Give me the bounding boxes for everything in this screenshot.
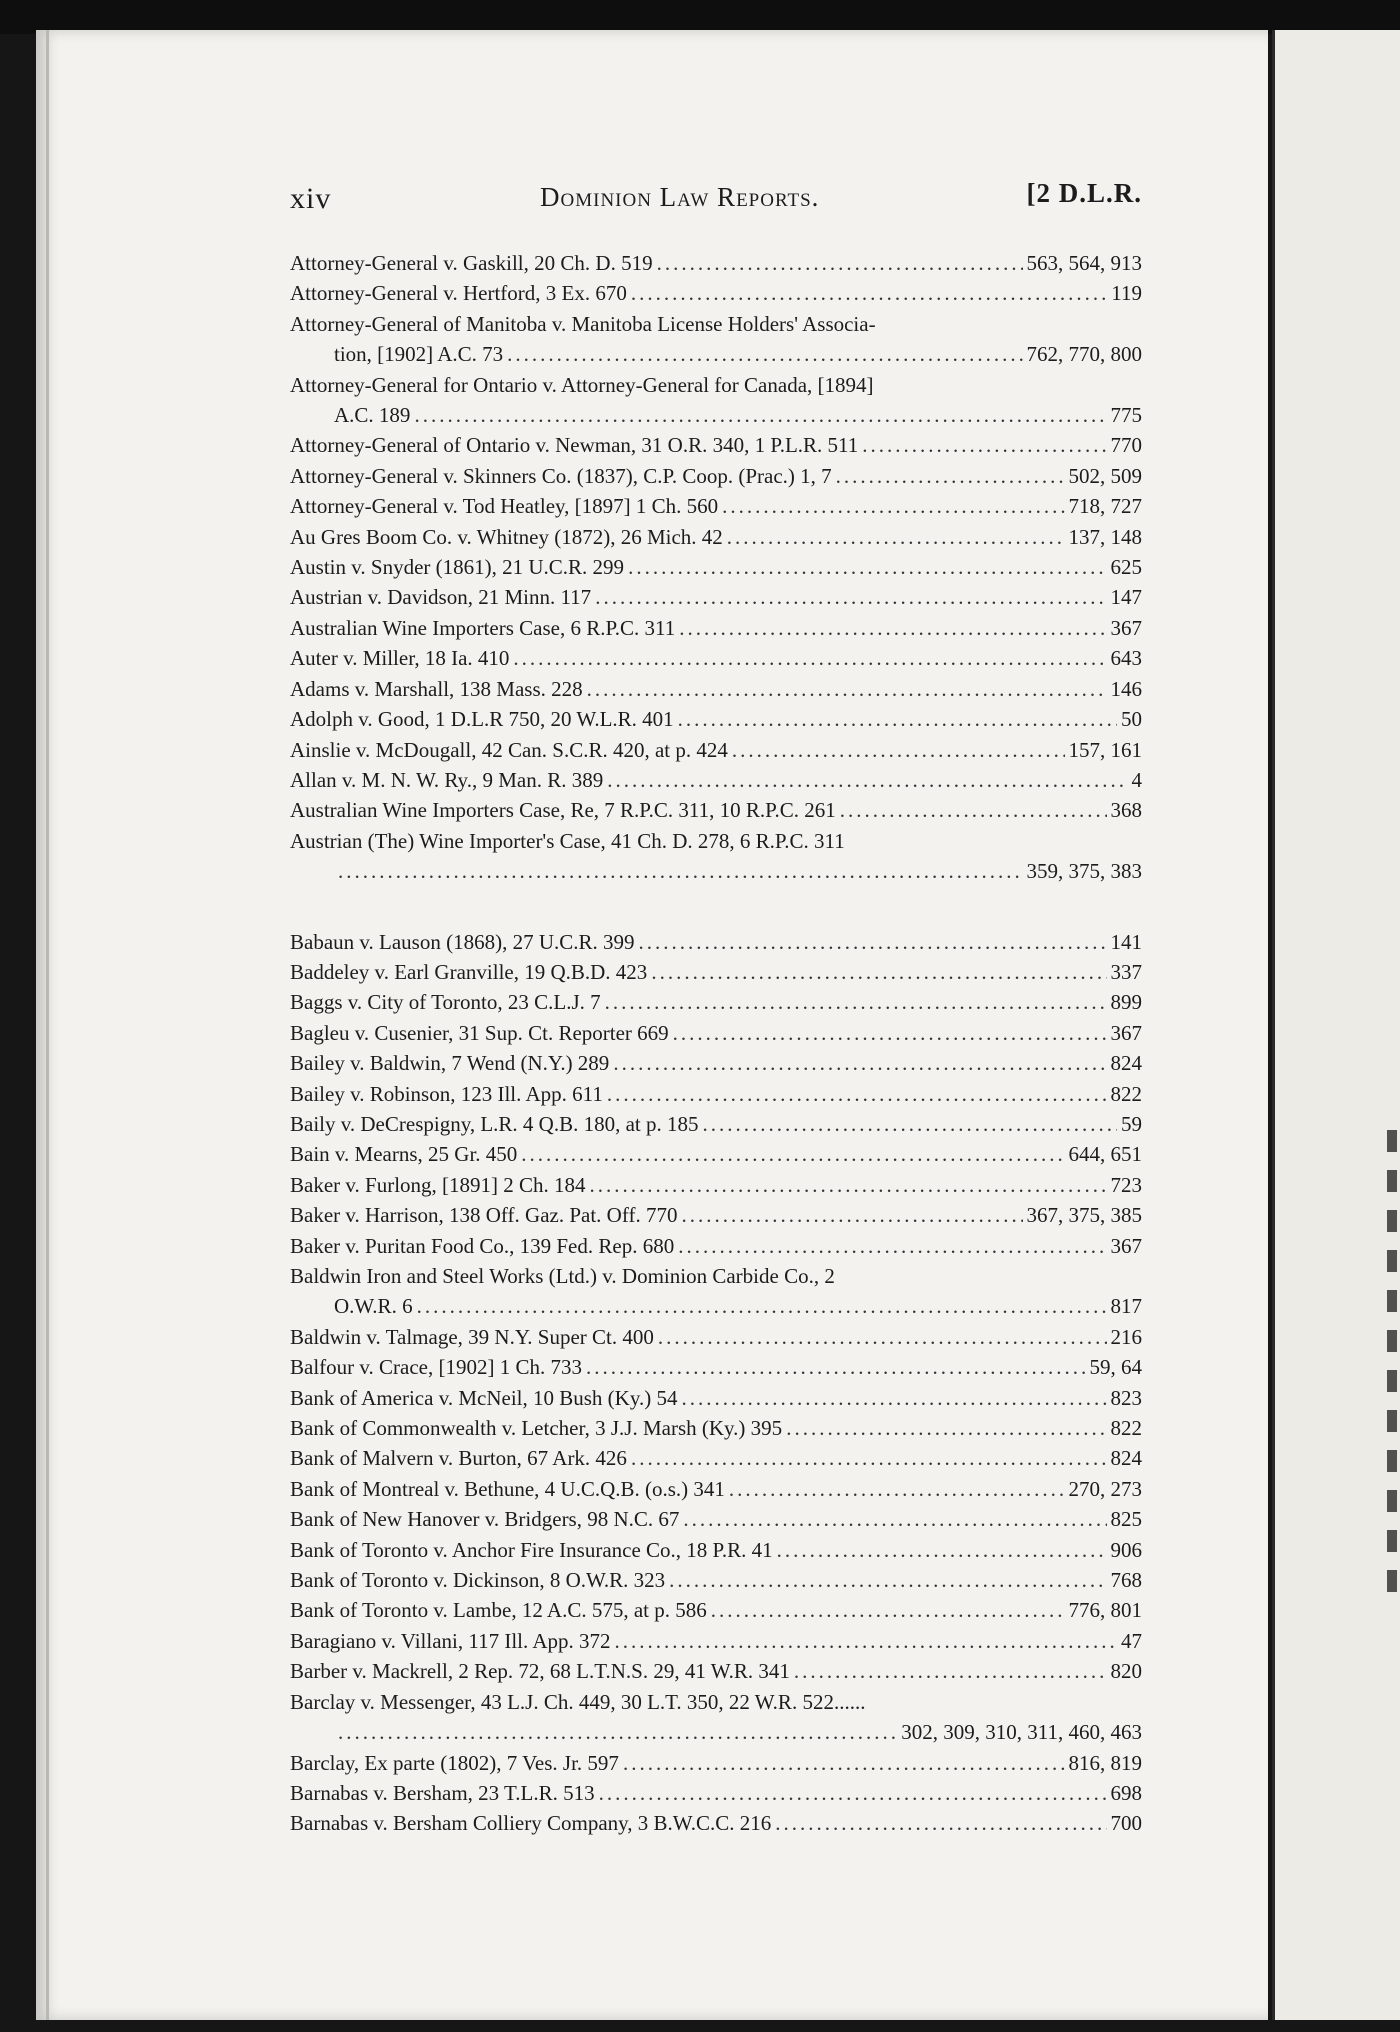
case-row: [290, 957, 1142, 987]
dot-leader: [711, 1595, 1065, 1625]
case-citation: Baddeley v. Earl Granville, 19 Q.B.D. 423: [290, 959, 648, 984]
case-citation: O.W.R. 6: [334, 1294, 413, 1319]
case-entry: [290, 1474, 1142, 1504]
case-row: [290, 1535, 1142, 1565]
case-citation-first-line: Attorney-General for Ontario v. Attorney-General for Canada, [1894]: [290, 372, 874, 397]
case-row: [290, 613, 1142, 643]
case-citation: Barber v. Mackrell, 2 Rep. 72, 68 L.T.N.S. 29, 41 W.R. 341: [290, 1659, 790, 1684]
case-entry: [290, 1018, 1142, 1048]
page-references: 50: [1121, 707, 1142, 732]
case-entry: [290, 552, 1142, 582]
case-entry: [290, 795, 1142, 825]
case-row: [290, 1048, 1142, 1078]
case-row: [290, 1748, 1142, 1778]
case-citation: Babaun v. Lauson (1868), 27 U.C.R. 399: [290, 929, 635, 954]
case-entry: [290, 1261, 1142, 1322]
page-references: 824: [1110, 1051, 1142, 1076]
case-entry: [290, 1109, 1142, 1139]
dot-leader: [631, 1443, 1107, 1473]
dot-leader: [605, 987, 1107, 1017]
case-row: [290, 1291, 1142, 1321]
dot-leader: [595, 582, 1106, 612]
case-entry: [290, 1535, 1142, 1565]
page-references: 825: [1110, 1507, 1142, 1532]
case-row: [290, 856, 1142, 886]
case-entry: [290, 1170, 1142, 1200]
case-row: [290, 1139, 1142, 1169]
dot-leader: [775, 1808, 1106, 1838]
case-entry: [290, 309, 1142, 370]
case-entry: [290, 674, 1142, 704]
page-references: 899: [1110, 990, 1142, 1015]
dot-leader: [681, 1200, 1022, 1230]
case-citation: tion, [1902] A.C. 73: [334, 342, 504, 367]
dot-leader: [683, 1504, 1106, 1534]
dot-leader: [862, 430, 1106, 460]
page-references: 768: [1110, 1568, 1142, 1593]
case-entry: [290, 1443, 1142, 1473]
case-citation: Baily v. DeCrespigny, L.R. 4 Q.B. 180, at p. 185: [290, 1111, 699, 1136]
page-references: 337: [1110, 959, 1142, 984]
case-row: [290, 582, 1142, 612]
dot-leader: [678, 704, 1117, 734]
section-a-entries: [290, 248, 1142, 887]
case-entry: [290, 1778, 1142, 1808]
page-references: 359, 375, 383: [1026, 859, 1142, 884]
case-entry: [290, 1748, 1142, 1778]
case-citation: Auter v. Miller, 18 Ia. 410: [290, 646, 510, 671]
case-citation: Adams v. Marshall, 138 Mass. 228: [290, 676, 583, 701]
page-references: 776, 801: [1068, 1598, 1142, 1623]
page-references: 119: [1111, 281, 1142, 306]
page-references: 643: [1110, 646, 1142, 671]
case-entry: [290, 613, 1142, 643]
dot-leader: [836, 461, 1065, 491]
dot-leader: [732, 735, 1065, 765]
page-references: 820: [1110, 1659, 1142, 1684]
case-citation: Australian Wine Importers Case, 6 R.P.C. 311: [290, 615, 676, 640]
case-row: [290, 461, 1142, 491]
case-entry: [290, 987, 1142, 1017]
section-b-entries: [290, 927, 1142, 1839]
case-citation: Baker v. Puritan Food Co., 139 Fed. Rep. 680: [290, 1233, 675, 1258]
page-references: 367: [1110, 615, 1142, 640]
case-entry: [290, 1626, 1142, 1656]
case-citation: Baker v. Harrison, 138 Off. Gaz. Pat. Off. 770: [290, 1203, 678, 1228]
case-row: [290, 1109, 1142, 1139]
case-citation-first-line: Baldwin Iron and Steel Works (Ltd.) v. Dominion Carbide Co., 2: [290, 1264, 835, 1288]
case-row: [290, 795, 1142, 825]
case-row: [290, 1018, 1142, 1048]
case-citation: Bank of Toronto v. Anchor Fire Insurance Co., 18 P.R. 41: [290, 1537, 773, 1562]
case-row: [290, 1413, 1142, 1443]
dot-leader: [673, 1018, 1107, 1048]
page-references: 4: [1131, 767, 1142, 792]
dot-leader: [414, 400, 1106, 430]
case-citation: Baggs v. City of Toronto, 23 C.L.J. 7: [290, 990, 601, 1015]
dot-leader: [507, 339, 1022, 369]
case-entry: [290, 278, 1142, 308]
dot-leader: [587, 674, 1107, 704]
page-header: [290, 178, 1142, 218]
page-references: 59: [1121, 1111, 1142, 1136]
case-entry: [290, 1048, 1142, 1078]
case-entry: [290, 704, 1142, 734]
case-row: [290, 1322, 1142, 1352]
case-row: [290, 491, 1142, 521]
case-citation-first-line: Attorney-General of Manitoba v. Manitoba License Holders' Associa-: [290, 311, 876, 336]
case-row: [290, 1808, 1142, 1838]
case-entry: [290, 491, 1142, 521]
running-title: Dominion Law Reports.: [540, 182, 820, 212]
case-row: [290, 1231, 1142, 1261]
case-citation: Attorney-General of Ontario v. Newman, 31 O.R. 340, 1 P.L.R. 511: [290, 433, 859, 458]
page-references: 625: [1110, 555, 1142, 580]
case-citation: Bain v. Mearns, 25 Gr. 450: [290, 1142, 518, 1167]
case-citation: Australian Wine Importers Case, Re, 7 R.P.C. 311, 10 R.P.C. 261: [290, 798, 836, 823]
case-row: [290, 643, 1142, 673]
case-citation: Attorney-General v. Skinners Co. (1837), C.P. Coop. (Prac.) 1, 7: [290, 463, 832, 488]
case-entry: [290, 927, 1142, 957]
dot-leader: [586, 1352, 1086, 1382]
dot-leader: [840, 795, 1107, 825]
dot-leader: [703, 1109, 1118, 1139]
case-citation: Austrian v. Davidson, 21 Minn. 117: [290, 585, 592, 610]
dot-leader: [669, 1565, 1106, 1595]
dot-leader: [607, 1079, 1107, 1109]
case-entry: [290, 1808, 1142, 1838]
case-entry: [290, 1139, 1142, 1169]
dot-leader: [657, 248, 1023, 278]
dot-leader: [722, 491, 1064, 521]
case-entry: [290, 370, 1142, 431]
case-entry: [290, 430, 1142, 460]
dot-leader: [338, 1717, 897, 1747]
case-row: [290, 248, 1142, 278]
case-citation: Bank of Toronto v. Lambe, 12 A.C. 575, at p. 586: [290, 1598, 707, 1623]
case-entry: [290, 1656, 1142, 1686]
page-references: 502, 509: [1068, 463, 1142, 488]
case-row: [290, 1504, 1142, 1534]
case-row: [290, 1565, 1142, 1595]
case-entry: [290, 248, 1142, 278]
page-references: 302, 309, 310, 311, 460, 463: [901, 1720, 1142, 1745]
page-references: 762, 770, 800: [1026, 342, 1142, 367]
case-entry: [290, 826, 1142, 887]
dot-leader: [513, 643, 1106, 673]
case-entry: [290, 1079, 1142, 1109]
case-row: [290, 339, 1142, 369]
case-entry: [290, 1352, 1142, 1382]
dot-leader: [727, 522, 1065, 552]
page-references: 822: [1110, 1416, 1142, 1441]
case-citation: Au Gres Boom Co. v. Whitney (1872), 26 Mich. 42: [290, 524, 723, 549]
page-references: 700: [1110, 1811, 1142, 1836]
case-citation: Adolph v. Good, 1 D.L.R 750, 20 W.L.R. 401: [290, 707, 674, 732]
page-references: 367: [1110, 1233, 1142, 1258]
case-row: [290, 674, 1142, 704]
case-entry: [290, 1383, 1142, 1413]
case-row: [290, 1717, 1142, 1747]
dot-leader: [651, 957, 1106, 987]
page-references: 718, 727: [1068, 494, 1142, 519]
dot-leader: [599, 1778, 1107, 1808]
case-entry: [290, 643, 1142, 673]
case-citation: Barclay, Ex parte (1802), 7 Ves. Jr. 597: [290, 1750, 619, 1775]
case-row: [290, 704, 1142, 734]
page-references: 368: [1110, 798, 1142, 823]
facing-page-edge: [1272, 30, 1400, 2020]
dot-leader: [729, 1474, 1065, 1504]
case-row: [290, 927, 1142, 957]
case-entry: [290, 765, 1142, 795]
case-citation: Bank of New Hanover v. Bridgers, 98 N.C. 67: [290, 1507, 680, 1532]
case-entry: [290, 582, 1142, 612]
page-references: 137, 148: [1068, 524, 1142, 549]
page-references: 157, 161: [1068, 737, 1142, 762]
case-citation: Bank of Montreal v. Bethune, 4 U.C.Q.B. (o.s.) 341: [290, 1476, 725, 1501]
dot-leader: [607, 765, 1127, 795]
dot-leader: [590, 1170, 1107, 1200]
case-row: [290, 430, 1142, 460]
case-row: [290, 1778, 1142, 1808]
dot-leader: [794, 1656, 1107, 1686]
page-references: 216: [1110, 1324, 1142, 1349]
case-entry: [290, 1504, 1142, 1534]
section-gap: [290, 887, 1142, 927]
case-row: [290, 1595, 1142, 1625]
case-row: [290, 1170, 1142, 1200]
case-citation: Attorney-General v. Gaskill, 20 Ch. D. 519: [290, 251, 653, 275]
dot-leader: [623, 1748, 1065, 1778]
case-citation: Austin v. Snyder (1861), 21 U.C.R. 299: [290, 555, 625, 580]
page-references: 141: [1110, 929, 1142, 954]
dot-leader: [613, 1048, 1106, 1078]
dot-leader: [639, 927, 1107, 957]
page-references: 906: [1110, 1537, 1142, 1562]
case-entry: [290, 1322, 1142, 1352]
page-references: 817: [1110, 1294, 1142, 1319]
dot-leader: [679, 613, 1106, 643]
page-references: 770: [1110, 433, 1142, 458]
case-row: [290, 552, 1142, 582]
dot-leader: [681, 1383, 1106, 1413]
page-references: 367, 375, 385: [1026, 1203, 1142, 1228]
page-fold-line: [46, 30, 49, 2020]
case-entry: [290, 1200, 1142, 1230]
scan-border: [0, 0, 1400, 34]
dot-leader: [615, 1626, 1117, 1656]
case-citation: Bank of Commonwealth v. Letcher, 3 J.J. Marsh (Ky.) 395: [290, 1416, 783, 1441]
case-citation: Bank of America v. McNeil, 10 Bush (Ky.) 54: [290, 1385, 678, 1410]
page-references: 270, 273: [1068, 1476, 1142, 1501]
dot-leader: [631, 278, 1107, 308]
case-citation: Ainslie v. McDougall, 42 Can. S.C.R. 420, at p. 424: [290, 737, 728, 762]
case-entry: [290, 1565, 1142, 1595]
page-references: 823: [1110, 1385, 1142, 1410]
case-citation: Allan v. M. N. W. Ry., 9 Man. R. 389: [290, 767, 604, 792]
dot-leader: [777, 1535, 1107, 1565]
case-row: [290, 987, 1142, 1017]
page-references: 698: [1110, 1780, 1142, 1805]
page-references: 146: [1110, 676, 1142, 701]
dot-leader: [521, 1139, 1064, 1169]
case-row: [290, 1200, 1142, 1230]
case-citation: Barnabas v. Bersham Colliery Company, 3 B.W.C.C. 216: [290, 1811, 772, 1836]
dot-leader: [678, 1231, 1106, 1261]
case-row: [290, 765, 1142, 795]
page-references: 775: [1110, 403, 1142, 428]
table-of-cases: [290, 248, 1142, 1839]
case-citation: Baldwin v. Talmage, 39 N.Y. Super Ct. 400: [290, 1324, 654, 1349]
case-entry: [290, 1231, 1142, 1261]
dot-leader: [338, 856, 1023, 886]
page-number: xiv: [290, 182, 332, 215]
case-citation: Bank of Malvern v. Burton, 67 Ark. 426: [290, 1446, 627, 1471]
case-citation: Attorney-General v. Tod Heatley, [1897] 1 Ch. 560: [290, 494, 719, 519]
case-entry: [290, 735, 1142, 765]
case-row: [290, 400, 1142, 430]
case-citation: Attorney-General v. Hertford, 3 Ex. 670: [290, 281, 627, 306]
case-citation: Bank of Toronto v. Dickinson, 8 O.W.R. 323: [290, 1568, 666, 1593]
case-row: [290, 1079, 1142, 1109]
case-citation: Balfour v. Crace, [1902] 1 Ch. 733: [290, 1355, 582, 1380]
case-citation: Bailey v. Robinson, 123 Ill. App. 611: [290, 1081, 603, 1106]
case-row: [290, 1352, 1142, 1382]
case-citation: Barnabas v. Bersham, 23 T.L.R. 513: [290, 1780, 595, 1805]
dot-leader: [628, 552, 1106, 582]
dot-leader: [658, 1322, 1107, 1352]
case-citation: Baragiano v. Villani, 117 Ill. App. 372: [290, 1628, 611, 1653]
case-citation: A.C. 189: [334, 403, 411, 428]
page-references: 723: [1110, 1172, 1142, 1197]
page-references: 367: [1110, 1020, 1142, 1045]
page-references: 816, 819: [1068, 1750, 1142, 1775]
page-references: 644, 651: [1068, 1142, 1142, 1167]
case-citation: Bagleu v. Cusenier, 31 Sup. Ct. Reporter 669: [290, 1020, 669, 1045]
case-row: [290, 735, 1142, 765]
page-references: 822: [1110, 1081, 1142, 1106]
case-row: [290, 1443, 1142, 1473]
page-references: 824: [1110, 1446, 1142, 1471]
case-row: [290, 278, 1142, 308]
page-references: 147: [1110, 585, 1142, 610]
case-row: [290, 1383, 1142, 1413]
volume-label: [2 D.L.R.: [1026, 178, 1142, 208]
case-citation-first-line: Barclay v. Messenger, 43 L.J. Ch. 449, 30 L.T. 350, 22 W.R. 522......: [290, 1689, 866, 1714]
case-row: [290, 1474, 1142, 1504]
case-entry: [290, 957, 1142, 987]
case-citation: Bailey v. Baldwin, 7 Wend (N.Y.) 289: [290, 1051, 610, 1076]
case-entry: [290, 522, 1142, 552]
page-references: 47: [1121, 1628, 1142, 1653]
case-entry: [290, 461, 1142, 491]
case-entry: [290, 1687, 1142, 1748]
case-row: [290, 1656, 1142, 1686]
case-citation: Baker v. Furlong, [1891] 2 Ch. 184: [290, 1172, 586, 1197]
case-entry: [290, 1595, 1142, 1625]
page-references: 59, 64: [1089, 1355, 1142, 1380]
dot-leader: [786, 1413, 1106, 1443]
dot-leader: [417, 1291, 1107, 1321]
case-row: [290, 1626, 1142, 1656]
case-row: [290, 522, 1142, 552]
case-citation-first-line: Austrian (The) Wine Importer's Case, 41 Ch. D. 278, 6 R.P.C. 311: [290, 828, 845, 853]
page-references: 563, 564, 913: [1026, 251, 1142, 275]
case-entry: [290, 1413, 1142, 1443]
